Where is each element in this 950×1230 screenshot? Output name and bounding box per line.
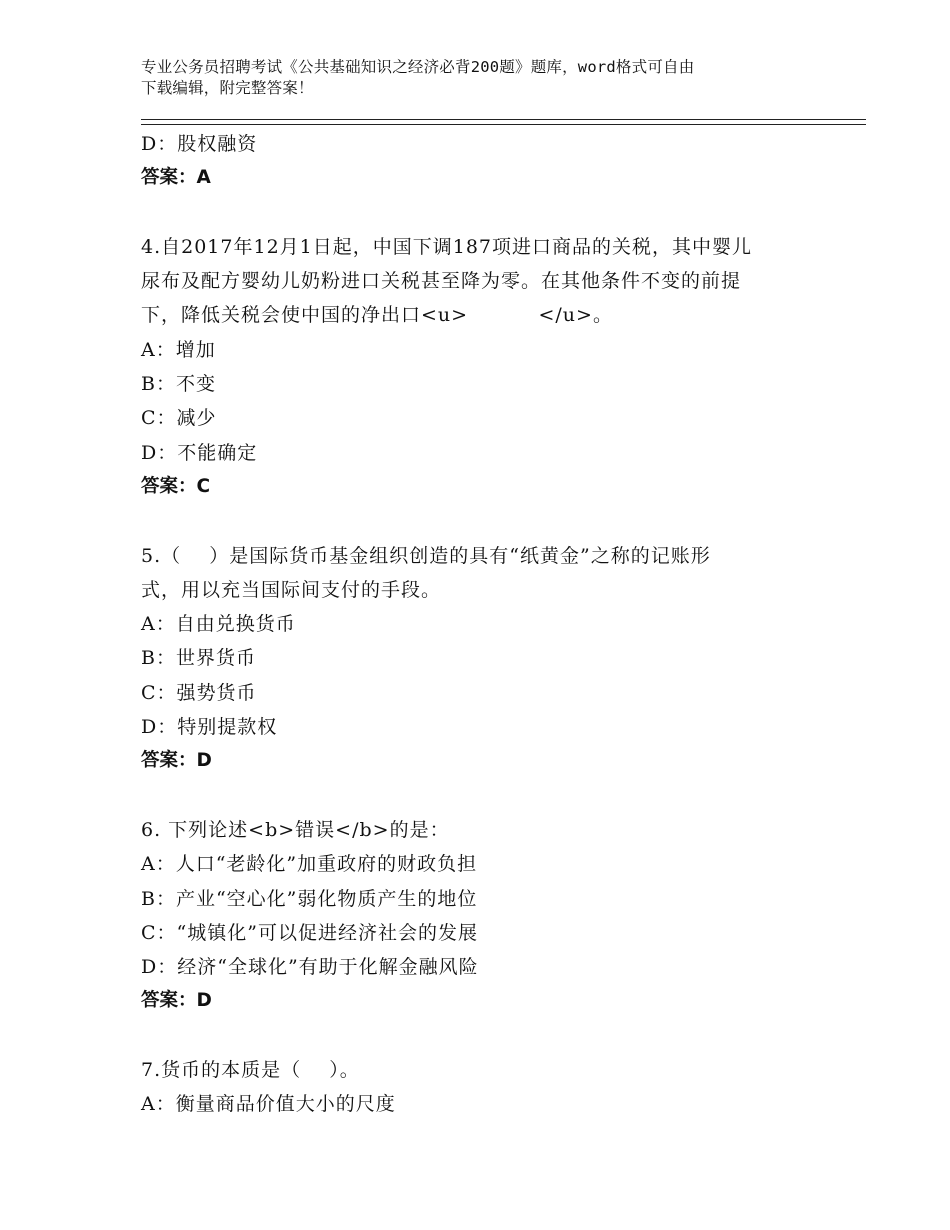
spacer [141,1019,841,1053]
header-line-2: 下载编辑，附完整答案！ [141,79,314,97]
option-a: A：人口“老龄化”加重政府的财政负担 [141,853,478,876]
document-body [141,127,841,1122]
question-stem-line: 5.（ ）是国际货币基金组织创造的具有“纸黄金”之称的记账形 [141,544,711,567]
option-c: C：“城镇化”可以促进经济社会的发展 [141,921,478,944]
question-6 [141,813,841,1019]
answer-line: 答案：D [141,750,212,772]
question-7 [141,1053,841,1122]
question-stem-line: 7.货币的本质是（ ）。 [141,1059,360,1082]
question-5 [141,539,841,779]
header-line-1: 专业公务员招聘考试《公共基础知识之经济必背200题》题库，word格式可自由 [141,58,695,76]
answer-line: 答案：D [141,990,212,1012]
spacer [141,196,841,230]
option-c: C：强势货币 [141,681,257,704]
question-stem-line: 4.自2017年12月1日起，中国下调187项进口商品的关税，其中婴儿 [141,235,753,258]
option-d: D：股权融资 [141,133,258,155]
spacer [141,779,841,813]
answer-line: 答案：C [141,475,211,497]
page-header [141,57,831,99]
question-4 [141,230,841,504]
option-d: D：特别提款权 [141,716,278,739]
spacer [141,504,841,538]
question-stem-line: 6. 下列论述<b>错误</b>的是： [141,818,450,841]
option-a: A：增加 [141,338,216,361]
option-d: D：经济“全球化”有助于化解金融风险 [141,956,479,979]
header-rule-bottom [141,124,866,125]
question-stem-line: 下，降低关税会使中国的净出口<u> </u>。 [141,304,613,327]
option-b: B：不变 [141,373,216,396]
option-a: A：自由兑换货币 [141,613,296,636]
option-a: A：衡量商品价值大小的尺度 [141,1093,396,1116]
header-rule-top [141,119,866,120]
question-stem-line: 式，用以充当国际间支付的手段。 [141,578,442,601]
answer-line: 答案：A [141,167,211,189]
option-c: C：减少 [141,407,217,430]
option-d: D：不能确定 [141,441,258,464]
question-stem-line: 尿布及配方婴幼儿奶粉进口关税甚至降为零。在其他条件不变的前提 [141,270,742,293]
option-b: B：产业“空心化”弱化物质产生的地位 [141,887,478,910]
option-b: B：世界货币 [141,647,256,670]
